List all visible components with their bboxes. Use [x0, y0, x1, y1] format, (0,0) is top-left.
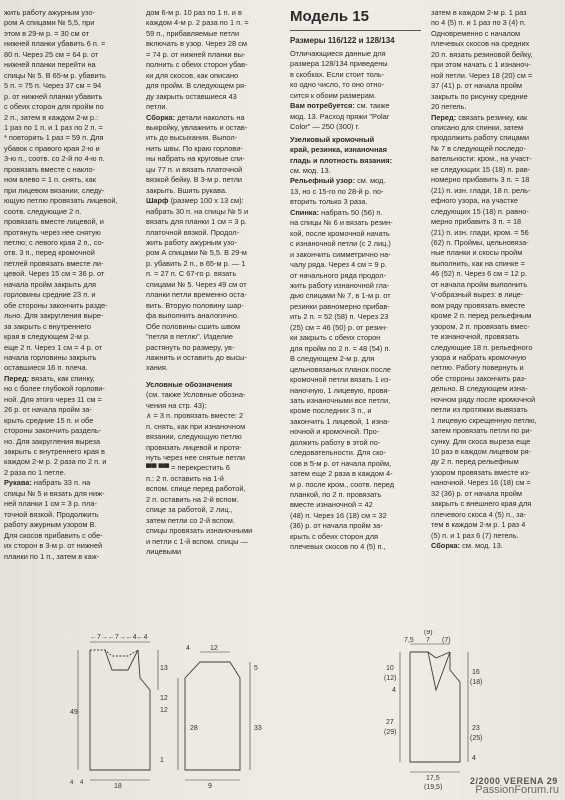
body-top-dims: ←7→←7→←4←4 [90, 634, 148, 641]
text-line: ду закрыть оставшиеся 43 [146, 91, 237, 101]
text-line: тем в каждом 2-м р. 1 раз 4 [431, 520, 526, 530]
text-line: п. снять, как при изнаночном [146, 421, 246, 431]
paragraph-assembly-15: Сборка: см. мод. 13. [431, 541, 503, 551]
text-line: кромочной петли вязать 1 из- [290, 375, 391, 385]
text-line: кой, после кромочной начать [290, 228, 390, 238]
text-line: 1 раз по 1 п. и 1 раз по 2 п. = [4, 122, 103, 132]
title-divider [290, 30, 421, 31]
text-line: плечевых скосов по 4 (5) п., [290, 542, 386, 552]
text-line: 59 п., прибавляемые петли [146, 28, 240, 38]
text-line: затем еще 2 раза в каждом 4- [290, 469, 393, 479]
text-line: = 74 р. от нижней планки вы- [146, 49, 246, 59]
text-line: цельновязаных планок после [290, 364, 391, 374]
text-line: сунку. Для скоса выреза еще [431, 436, 531, 446]
text-line: закрыть с внешнего края для [431, 499, 532, 509]
text-line: и петли с 1-й вспом. спицы — [146, 536, 248, 546]
text-line: описано для спинки, затем [431, 122, 524, 132]
text-line: оставшиеся 16 п. плеча. [4, 363, 88, 373]
text-line: Color" — 250 (300) г. [290, 122, 360, 132]
text-line: ить 2 п. = 52 (58) п. Через 23 [290, 312, 389, 322]
text-line: 20 петель. [431, 102, 467, 112]
text-line: ки для скосов, как описано [146, 70, 239, 80]
text-line: Узелковый кромочный [290, 134, 375, 144]
text-line: при этом начать с 1 изнаноч- [431, 60, 531, 70]
text-line: ко одно число, то оно отно- [290, 80, 385, 90]
text-line: планки по 1 п., затем в каж- [4, 551, 100, 561]
text-block-assembly [146, 123, 279, 196]
pattern-diagrams-svg [0, 630, 565, 790]
text-line: по 4 (5) п. и 1 раз по 3 (4) п. [431, 18, 526, 28]
text-line: Одновременно с началом [431, 28, 521, 38]
text-line: размера 128/134 приведены [290, 59, 388, 69]
model15-pattern-diagram [400, 644, 468, 772]
text-line: зать изнаночными все петли, [290, 395, 391, 405]
paragraph-sleeves [4, 478, 136, 488]
text-line: платочной вязкой. Продол- [146, 227, 240, 237]
text-line: чалу ряда. Через 4 см = 9 р. [290, 260, 387, 270]
sleeve-bottom: 9 [208, 783, 212, 790]
text-line: 13, но с 15-го по 28-й р. по- [290, 186, 384, 196]
sleeve-pattern-diagram [178, 652, 250, 780]
text-line: ной. Для этого через 11 см = [4, 394, 102, 404]
text-block-back [4, 8, 136, 374]
text-block-front [4, 384, 136, 478]
text-line: наночную, 1 лицевую, провя- [290, 385, 391, 395]
m15-side-a: 27 [386, 719, 394, 726]
text-block-scarf [146, 207, 279, 374]
text-line: петлю. Работу повернуть и [431, 363, 524, 373]
text-line: 3-ю п., соотв. со 2-й по 4-ю п. [4, 154, 105, 164]
text-line: узора и набрать кромочную [431, 352, 526, 362]
text-line: сов в 5-м р. от начала пройм, [290, 458, 392, 468]
text-line: п. = 27 п. С 67-го р. вязать [146, 269, 237, 279]
text-line: нижней планки убавить 6 п. = [4, 39, 106, 49]
text-line: продолжить работу спицами [431, 133, 529, 143]
text-line: горловины средние 23 п. и [4, 290, 96, 300]
text-line: чения на стр. 43): [146, 400, 207, 410]
text-line: ∧ = 3 п. провязать вместе: 2 [146, 411, 244, 421]
text-line: протянуть через нее снятую [4, 227, 101, 237]
text-line: цевой. Через 15 см = 36 р. от [4, 269, 105, 279]
m15-bottom-b: (19,5) [424, 784, 443, 790]
text-line: вязании, следующую петлю [146, 432, 242, 442]
text-line: спицы № 5. В 65-м р. убавить [4, 70, 106, 80]
text-line: соотв. следующие 2 п. [4, 206, 82, 216]
text-block-sleeves-cont [146, 8, 279, 113]
text-line: ней планки 1 см = 3 р. пла- [4, 499, 97, 509]
sleeve-top-left: 4 [186, 645, 190, 652]
text-line: вместе изнаночной = 42 [290, 500, 373, 510]
text-line: (48) п. Через 16 (18) см = 32 [290, 510, 387, 520]
text-line: край, резинка, изнаночная [290, 145, 387, 155]
heading-scarf: Шарф [146, 196, 169, 206]
text-line: дью спицами № 7, в 1-м р. от [290, 291, 391, 301]
text-line: (21) п. изн. глади, кром. = 56 [431, 227, 529, 237]
text-line: жить работу ажурным узо- [146, 237, 237, 247]
text-line: спице за работой, 2 лиц., [146, 505, 233, 515]
heading-assembly-15: Сборка: [431, 541, 461, 551]
m15-left-c: 4 [392, 687, 396, 694]
text-line: петлей провязать вместе ли- [4, 258, 104, 268]
text-line: ной петли. Через 18 (20) см = [431, 70, 533, 80]
text-line: начала горловины закрыть [4, 352, 97, 362]
text-line: фа выполнить аналогично. [146, 311, 239, 321]
text-line: сится к обоим размерам. [290, 90, 376, 100]
text-line: жить работу ажурным узо- [4, 8, 95, 17]
text-line: но с более глубокой горлови- [4, 384, 105, 394]
text-line: ющую петлю провязать лицевой, [4, 196, 118, 206]
body-bottom-r1: 4 [70, 780, 74, 786]
text-line: спицы провязать изнаночными [146, 526, 253, 536]
footer-brand: 2/2000 VERENA 29 [470, 776, 558, 786]
m15-mid-a: 23 [472, 725, 480, 732]
text-line: плечевых скосов на средних [431, 39, 530, 49]
text-line: стороны закончить раздель- [4, 426, 102, 436]
text-line: обе стороны закончить раз- [431, 373, 527, 383]
text-line: нуть через нее снятые петли [146, 453, 246, 463]
text-line: закрыть по рисунку средние [431, 91, 528, 101]
text-line: хания. [146, 363, 168, 373]
text-line: на спицы № 6 и вязать резин- [290, 218, 393, 228]
heading-front-15: Перед: [431, 112, 457, 122]
text-line: 32 (36) р. от начала пройм [431, 488, 522, 498]
text-line: гладь и плотность вязания: [290, 155, 393, 165]
text-line: см. мод. [355, 176, 386, 186]
body-bottom-r2: 4 [80, 780, 84, 786]
text-line: нить швы. По краю горлови- [146, 143, 243, 153]
paragraph-front-15 [431, 113, 563, 123]
text-block-relief [290, 187, 421, 208]
text-block-legend [146, 390, 279, 557]
text-line: точной вязкой. Продолжить [4, 509, 99, 519]
m15-low: 4 [472, 755, 476, 762]
text-line: ные планки и скосы пройм [431, 248, 523, 258]
text-line: Обе половины сшить швом [146, 321, 241, 331]
text-line: цы 77 п. и вязать платочной [146, 164, 243, 174]
text-line: петлю; с левого края 2 п., со- [4, 237, 105, 247]
footer-site-watermark: PassionForum.ru [475, 784, 559, 796]
heading-front: Перед: [4, 373, 30, 383]
paragraph-relief [290, 176, 421, 186]
m15-bottom-a: 17,5 [426, 775, 440, 782]
text-line: вязкой бейку. В 3-м р. петли [146, 175, 243, 185]
m15-top-b: 7,5 [404, 637, 414, 644]
text-line: затем провязать петли по ри- [431, 426, 533, 436]
text-line: резинки равномерно прибав- [290, 301, 390, 311]
m15-top-c: 7 [426, 637, 430, 644]
text-line: те изнаночной, провязать [431, 332, 520, 342]
text-line: (62) п. Проймы, цельновяза- [431, 237, 529, 247]
text-line: Для скосов прибавить с обе- [4, 530, 103, 540]
text-line: 26 р. от начала пройм за- [4, 405, 92, 415]
text-line: растянуть по размеру, ув- [146, 342, 235, 352]
text-line: и закончить симметрично на- [290, 249, 391, 259]
text-line: следовательности. Для ско- [290, 448, 386, 458]
text-line: ном влево = 1 п. снять, как [4, 175, 97, 185]
text-line: льно. Для закругления выре- [4, 311, 104, 321]
text-line: (21) п. изн. глади, 18 п. рель- [431, 185, 531, 195]
paragraph-assembly [146, 113, 279, 123]
text-line: от начала пройм выполнить [431, 279, 528, 289]
text-line: см. мод. 13. [290, 165, 331, 175]
text-line: в скобках. Если стоит толь- [290, 69, 385, 79]
body-pattern-diagram [78, 642, 158, 780]
text-line: следующих 15 (18) п. равно- [431, 206, 529, 216]
paragraph-materials [290, 101, 421, 111]
text-line: узором провязать вместе из- [431, 467, 531, 477]
text-line: дом 6-м р. 10 раз по 1 п. и в [146, 8, 242, 17]
text-line: провязать вместе лицевой, и [4, 217, 104, 227]
text-line: должить работу в этой по- [290, 437, 381, 447]
text-block-materials [290, 112, 421, 133]
text-line: планки петли временно оста- [146, 290, 247, 300]
text-line: для пройм по 2 п. = 48 (54) п. [290, 343, 391, 353]
text-line: с изнаночной петли (с 2 лиц.) [290, 239, 391, 249]
m15-top-d: (7) [442, 637, 451, 644]
text-line: № 7 в следующей последо- [431, 143, 526, 153]
text-line: отв. 3 п., перед кромочной [4, 248, 95, 258]
text-line: 2 раза по 1 петле. [4, 467, 66, 477]
text-line: ки закрыть с обеих сторон [290, 333, 381, 343]
text-line: этом в 29-м р. = 30 см от [4, 28, 89, 38]
text-line: ▀▀ ▀▀ = перекрестить 6 [146, 463, 230, 473]
text-line: мод. 13. Расход пряжи "Polar [290, 111, 390, 121]
text-line: ны набрать на круговые спи- [146, 154, 245, 164]
text-line: начала пройм закрыть для [4, 279, 97, 289]
sleeve-height-c: 5 [254, 665, 258, 672]
heading-sleeves: Рукава: [4, 478, 32, 488]
text-line: ром А спицами № 5,5, при [4, 18, 95, 28]
text-line: * повторить 1 раз = 59 п. Для [4, 133, 104, 143]
pattern-diagrams [0, 630, 565, 790]
text-line: кроме последних 3 п., и [290, 406, 372, 416]
text-line: их сторон в 3-м р. от нижней [4, 541, 103, 551]
sleeve-height-b: 33 [254, 725, 262, 732]
text-line: края в следующем 2-м р. [4, 332, 91, 342]
text-line: вспом. спице перед работой, [146, 484, 246, 494]
heading-assembly: Сборка: [146, 112, 176, 122]
text-line: 46 (52) п. Через 6 см = 12 р. [431, 269, 527, 279]
heading-materials: Вам потребуется: [290, 101, 355, 111]
body-armhole-label: 13 [160, 665, 168, 672]
text-line: мерно прибавить 3 п. = 18 [431, 217, 522, 227]
text-line: закрыть с внутреннего края в [4, 447, 105, 457]
text-line: затем петли со 2-й вспом. [146, 515, 235, 525]
text-line: набрать 30 п. на спицы № 5 и [146, 206, 249, 216]
text-line: (5) п. и 1 раз 6 (7) петель. [431, 530, 519, 540]
text-line: 80 п. Через 25 см = 64 р. от [4, 49, 99, 59]
text-line: (размер 100 х 13 см): [168, 196, 244, 206]
text-line: полнить с обеих сторон убав- [146, 60, 248, 70]
text-line: ром А спицами № 5,5. В 29-м [146, 248, 247, 258]
text-line: (25) см = 46 (50) р. от резин- [290, 322, 388, 332]
text-line: наночной. Через 16 (18) см = [431, 478, 531, 488]
text-line: 37 (41) р. от начала пройм [431, 81, 522, 91]
text-line: 20 п. вязать резиновой бейку, [431, 49, 533, 59]
text-line: вить. Вторую половину шар- [146, 300, 244, 310]
m15-mid-b: (25) [470, 735, 483, 742]
body-side-c: 1 [160, 757, 164, 764]
text-line: кроме 2 п. перед рельефным [431, 311, 532, 321]
text-line: ефного узора, на участке [431, 196, 518, 206]
text-line: крыть с обеих сторон для [290, 531, 379, 541]
text-block-front-15 [431, 123, 563, 541]
text-line: 10 раз в каждом лицевом ря- [431, 447, 532, 457]
column-2 [146, 8, 279, 558]
text-line: связать резинку, как [456, 112, 528, 122]
text-line: еще 2 п. Через 1 см = 4 р. от [4, 342, 103, 352]
heading-back: Спинка: [290, 207, 320, 217]
body-bottom-label: 18 [114, 783, 122, 790]
text-line: V-образный вырез: в лице- [431, 290, 524, 300]
text-line: вторить только 3 раза. [290, 197, 368, 207]
text-line: закрыть. Вшить рукава. [146, 185, 228, 195]
sleeve-height-a: 28 [190, 725, 198, 732]
text-line: крыть средние 15 п. и обе [4, 415, 94, 425]
text-line: включать в узор. Через 28 см [146, 39, 247, 49]
body-side-a: 12 [160, 695, 168, 702]
text-line: выкройку, увлажнить и остав- [146, 122, 248, 132]
text-line: дельно. В следующем изна- [431, 384, 528, 394]
text-line: ке следующих 15 (18) п. рав- [431, 164, 531, 174]
text-line: планкой, по 2 п. провязать [290, 490, 382, 500]
text-line: петли из протяжки вывязать [431, 405, 528, 415]
text-block-back-15 [290, 218, 421, 553]
text-line: (36) р. от начала пройм за- [290, 521, 383, 531]
text-line: В следующем 2-м р. для [290, 354, 375, 364]
text-block-edge [290, 166, 421, 176]
m15-right-a: 16 [472, 669, 480, 676]
text-line: но. Для закругления выреза [4, 436, 101, 446]
heading-edge [290, 135, 421, 166]
m15-side-b: (29) [384, 729, 397, 736]
text-line: вязать для планки 1 см = 3 р. [146, 217, 247, 227]
text-line: набрать 33 п. на [31, 478, 91, 488]
text-line: ночном ряду после кромочной [431, 394, 536, 404]
text-line: за закрыть с внутреннего [4, 321, 91, 331]
text-line: работу ажурным узором В. [4, 520, 97, 530]
m15-right-b: (18) [470, 679, 483, 686]
text-line: Отличающиеся данные для [290, 49, 386, 58]
text-line: следующие 18 п. рельефного [431, 342, 533, 352]
text-line: при лицевом вязании, следу- [4, 185, 105, 195]
text-line: обе стороны закончить разде- [4, 300, 108, 310]
text-line: 2 п. оставить на 2-й вспом. [146, 494, 239, 504]
text-line: закончить 1 лицевой, 1 изна- [290, 416, 390, 426]
text-line: каждом 2-м р. 2 раза по 2 п. и [4, 457, 107, 467]
text-line: от начального ряда продол- [290, 270, 387, 280]
text-line: р. убавить 2 п., в 65-м р. — 1 [146, 258, 246, 268]
text-line: для пройм. В следующем ря- [146, 81, 247, 91]
column-3 [290, 8, 421, 553]
paragraph-front [4, 374, 136, 384]
text-line: нижней планки перейти на [4, 60, 96, 70]
text-line: вательности: кром., на участ- [431, 154, 532, 164]
text-line: узором, 2 п. провязать вмес- [431, 321, 530, 331]
text-line: лажнить и оставить до высы- [146, 352, 247, 362]
text-block-intro [290, 49, 421, 101]
sizes-heading: Размеры 116/122 и 128/134 [290, 36, 395, 45]
m15-left-b: (12) [384, 675, 397, 682]
text-line: см. также [354, 101, 390, 111]
text-line: с обеих сторон для пройм по [4, 102, 104, 112]
text-line: номерно прибавить 3 п. = 18 [431, 175, 530, 185]
text-line: ду 2 п. перед рельефным [431, 457, 519, 467]
heading-legend: Условные обозначения [146, 379, 233, 389]
text-line: плечевого скоса 4 (5) п., за- [431, 509, 527, 519]
sleeve-top-width: 12 [210, 645, 218, 652]
text-line: набрать 50 (56) п. [319, 207, 383, 217]
column-4 [431, 8, 563, 552]
text-line: 1 лицевую скрещенную петлю, [431, 415, 537, 425]
text-line: п.: 2 п. оставить на 1-й [146, 473, 224, 483]
text-line: выполнить, как на спинке = [431, 258, 525, 268]
text-line: спицами № 5. Через 49 см от [146, 279, 247, 289]
body-height-label: 49 [70, 709, 78, 716]
text-line: м р. после кром., соотв. перед [290, 479, 395, 489]
text-line: провязать лицевой и протя- [146, 442, 242, 452]
text-block-back-cont [431, 8, 563, 113]
text-line: спицы № 5 и вязать для ниж- [4, 488, 105, 498]
text-line: провязать вместе с накло- [4, 164, 96, 174]
text-line: вом ряду провязать вместе [431, 300, 526, 310]
text-line: 5 п. = 75 п. Через 37 см = 94 [4, 81, 102, 91]
text-line: вязать, как спинку, [29, 373, 95, 383]
column-1 [4, 8, 136, 562]
heading-relief: Рельефный узор: [290, 176, 356, 186]
text-line: жить работу изнаночной гла- [290, 280, 390, 290]
text-line: р. от нижней планки убавить [4, 91, 103, 101]
text-line: "петля в петлю". Изделие [146, 332, 234, 342]
text-line: (см. также Условные обозна- [146, 390, 246, 400]
m15-top-a: (9) [424, 630, 433, 636]
m15-left-a: 10 [386, 665, 394, 672]
text-line: ночной и кромочной. Про- [290, 427, 380, 437]
text-line: убавок с правого края 2-ю и [4, 143, 100, 153]
text-line: ить до высыхания. Выпол- [146, 133, 238, 143]
paragraph-back [290, 208, 421, 218]
text-line: детали наколоть на [175, 112, 245, 122]
text-line: петли. [146, 102, 168, 112]
paragraph-scarf [146, 196, 279, 206]
text-line: лицевыми [146, 547, 182, 557]
text-line: 2 п., затем в каждом 2-м р.: [4, 112, 99, 122]
body-side-b: 12 [160, 707, 168, 714]
model-title: Модель 15 [290, 8, 369, 25]
text-line: затем в каждом 2-м р. 1 раз [431, 8, 527, 17]
text-line: каждом 4-м р. 2 раза по 1 п. = [146, 18, 249, 28]
text-block-sleeves [4, 489, 136, 562]
